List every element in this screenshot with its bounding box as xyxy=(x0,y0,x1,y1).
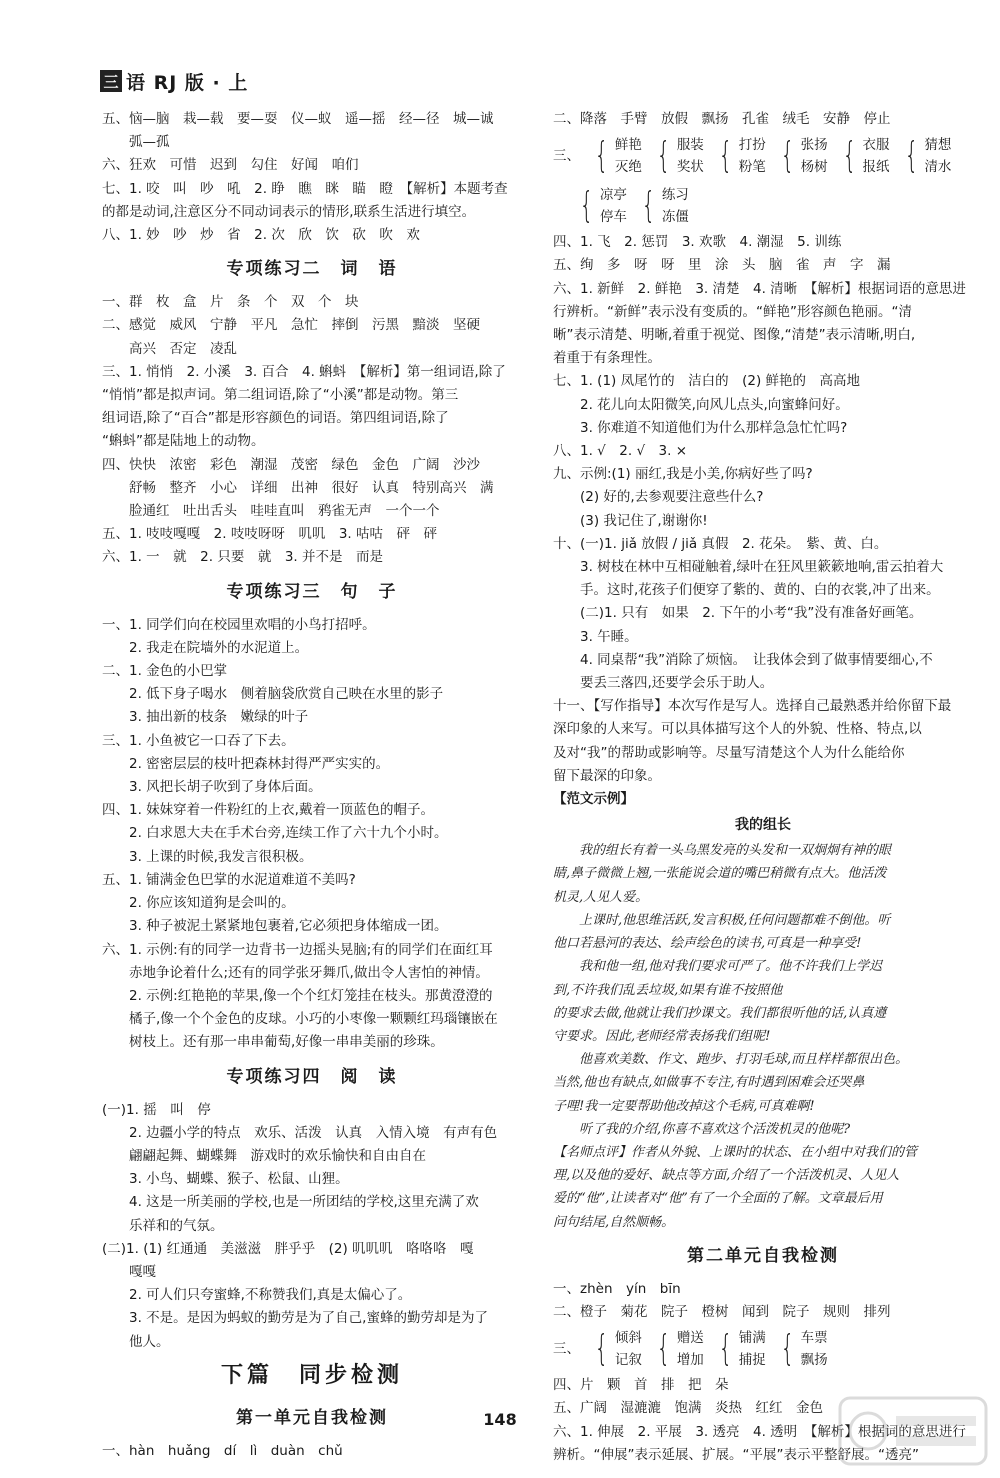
answer-line: 橘子,像一个个金色的皮球。小巧的小枣像一颗颗红玛瑙镶嵌在 xyxy=(102,1011,498,1028)
answer-line: 一、zhèn yín bīn xyxy=(553,1280,681,1297)
answer-line: 翩翩起舞、蝴蝶舞 游戏时的欢乐愉快和自由自在 xyxy=(102,1147,426,1164)
answer-line: 六、1. 新鲜 2. 鲜艳 3. 清楚 4. 清晰 【解析】根据词语的意思进 xyxy=(553,280,966,297)
essay-line: 问句结尾,自然顺畅。 xyxy=(553,1214,675,1230)
word-pair: { 服装 奖状 xyxy=(656,135,704,177)
essay-line: 的要求去做,他就让我们抄课文。我们都很听他的话,认真遵 xyxy=(553,1005,887,1021)
word-pair: { 衣服 报纸 xyxy=(842,135,890,177)
answer-line: 五、恼—脑 栽—载 要—耍 仪—蚁 遥—摇 经—径 城—诚 xyxy=(102,111,494,127)
answer-line: 树枝上。还有那一串串葡萄,好像一串串美丽的珍珠。 xyxy=(102,1034,444,1051)
answer-line: (二)1. 只有 如果 2. 下午的小考“我”没有准备好画笔。 xyxy=(553,605,923,622)
word-pair: { 猜想 清水 xyxy=(904,135,952,177)
answer-line: 的都是动词,注意区分不同动词表示的情形,联系生活进行填空。 xyxy=(102,203,476,220)
answer-line: 他人。 xyxy=(102,1333,170,1350)
answer-line: 四、1. 飞 2. 惩罚 3. 欢歌 4. 潮湿 5. 训练 xyxy=(553,234,842,251)
answer-line: 二、橙子 菊花 院子 橙树 闻到 院子 规则 排列 xyxy=(553,1303,891,1320)
answer-line: 八、1. 妙 吵 炒 省 2. 次 欣 饮 砍 吹 欢 xyxy=(102,227,420,244)
answer-line: 2. 花儿向太阳微笑,向风儿点头,向蜜蜂问好。 xyxy=(553,396,849,413)
essay-line: 理,以及他的爱好、缺点等方面,介绍了一个活泼机灵、人见人 xyxy=(553,1168,900,1184)
essay-line: 他喜欢美数、作文、跑步、打羽毛球,而且样样都很出色。 xyxy=(553,1052,909,1068)
answer-line: (3) 我记住了,谢谢你! xyxy=(553,512,708,529)
answer-line: 3. 抽出新的枝条 嫩绿的叶子 xyxy=(102,709,309,726)
answer-line: “蝌蚪”都是陆地上的动物。 xyxy=(102,433,265,450)
essay-line: 我的组长有着一头乌黑发亮的头发和一双炯炯有神的眼 xyxy=(553,843,892,859)
answer-line: 五、1. 吱吱嘎嘎 2. 吱吱呀呀 叽叽 3. 咕咕 砰 砰 xyxy=(102,526,438,543)
question-number: 三、 xyxy=(553,147,580,164)
answer-line: 一、hàn huǎng dí lì duàn chǔ xyxy=(102,1442,343,1459)
word-pair: { 赠送 增加 xyxy=(656,1328,704,1370)
answer-line: 一、1. 同学们向在校园里欢唱的小鸟打招呼。 xyxy=(102,616,376,633)
answer-line: 3. 种子被泥土紧紧地包裹着,它必须把身体缩成一团。 xyxy=(102,918,448,935)
answer-line: 2. 白求恩大夫在手术台旁,连续工作了六十九个小时。 xyxy=(102,825,448,842)
answer-line: 3. 你难道不知道他们为什么那样急急忙忙吗? xyxy=(553,419,848,436)
brace-answer-row xyxy=(553,1324,973,1374)
word-pair: { 倾斜 记叙 xyxy=(594,1328,642,1370)
answer-line: 六、1. 示例:有的同学一边背书一边摇头晃脑;有的同学们在面红耳 xyxy=(102,941,493,958)
answer-line: 二、降落 手臂 放假 飘扬 孔雀 绒毛 安静 停止 xyxy=(553,111,891,127)
essay-line: 机灵,人见人爱。 xyxy=(553,889,649,905)
answer-line: 3. 午睡。 xyxy=(553,628,638,645)
answer-line: 2. 边疆小学的特点 欢乐、活泼 认真 入情入境 有声有色 xyxy=(102,1124,498,1141)
answer-line: 六、1. 一 就 2. 只要 就 3. 并不是 而是 xyxy=(102,549,384,566)
part-title: 下篇 同步检测 xyxy=(220,1362,403,1388)
answer-line: (二)1. (1) 红通通 美滋滋 胖乎乎 (2) 叽叽叽 咯咯咯 嘎 xyxy=(102,1240,474,1257)
answer-line: 行辨析。“新鲜”表示没有变质的。“鲜艳”形容颜色艳丽。“清 xyxy=(553,303,912,320)
answer-line: 十、(一)1. jiǎ 放假 / jiǎ 真假 2. 花朵。 紫、黄、白。 xyxy=(553,535,888,552)
answer-line: 2. 低下身子喝水 侧着脑袋欣赏自己映在水里的影子 xyxy=(102,686,444,703)
answer-line: 留下最深的印象。 xyxy=(553,767,661,784)
answer-line: 五、1. 铺满金色巴掌的水泥道难道不美吗? xyxy=(102,871,356,888)
answer-line: “悄悄”都是拟声词。第二组词语,除了“小溪”都是动物。第三 xyxy=(102,387,459,404)
essay-line: 到,不许我们乱丢垃圾,如果有谁不按照他 xyxy=(553,982,783,998)
page-header xyxy=(100,66,248,96)
section-title: 专项练习二 词 语 xyxy=(226,259,398,280)
answer-line: 2. 密密层层的枝叶把森林封得严严实实的。 xyxy=(102,755,390,772)
sample-essay-label: 【范文示例】 xyxy=(553,791,634,808)
answer-line: 3. 上课的时候,我发言很积极。 xyxy=(102,848,313,865)
answer-line: 要丢三落四,还要学会乐于助人。 xyxy=(553,675,774,692)
answer-line: 及对“我”的帮助或影响等。尽量写清楚这个人为什么能给你 xyxy=(553,744,905,761)
right-column xyxy=(553,108,973,1467)
answer-line: 七、1. (1) 凤尾竹的 洁白的 (2) 鲜艳的 高高地 xyxy=(553,373,860,390)
sample-essay xyxy=(553,839,973,1233)
essay-line: 睛,鼻子微微上翘,一张能说会道的嘴巴稍微有点大。他活泼 xyxy=(553,866,887,882)
word-pair: { 练习 冻僵 xyxy=(641,185,689,227)
essay-line: 当然,他也有缺点,如做事不专注,有时遇到困难会还哭鼻 xyxy=(553,1075,865,1091)
essay-line: 他口若悬河的表达、绘声绘色的读书,可真是一种享受! xyxy=(553,936,862,952)
answer-line: 3. 不是。是因为蚂蚁的勤劳是为了自己,蜜蜂的勤劳却是为了 xyxy=(102,1310,488,1327)
word-pair: { 打扮 粉笔 xyxy=(718,135,766,177)
answer-line: 舒畅 整齐 小心 详细 出神 很好 认真 特别高兴 满 xyxy=(102,479,494,496)
brace-answer-row xyxy=(553,181,973,231)
essay-line: 听了我的介绍,你喜不喜欢这个活泼机灵的他呢? xyxy=(553,1121,851,1137)
answer-line: 九、示例:(1) 丽红,我是小美,你病好些了吗? xyxy=(553,466,813,483)
answer-line: 2. 可人们只夸蜜蜂,不称赞我们,真是太偏心了。 xyxy=(102,1287,412,1304)
answer-line: 3. 小鸟、蝴蝶、猴子、松鼠、山狸。 xyxy=(102,1171,349,1188)
answer-line: 二、1. 金色的小巴掌 xyxy=(102,663,228,680)
answer-line: 着重于有条理性。 xyxy=(553,350,661,367)
answer-line: 二、感觉 威风 宁静 平凡 急忙 摔倒 污黑 黯淡 坚硬 xyxy=(102,317,480,334)
answer-line: 手。这时,花孩子们便穿了紫的、黄的、白的衣裳,冲了出来。 xyxy=(553,582,940,599)
essay-line: 爱的“他”,让读者对“他”有了一个全面的了解。文章最后用 xyxy=(553,1191,883,1207)
answer-line: 晰”表示清楚、明晰,着重于视觉、图像,“清楚”表示清晰,明白, xyxy=(553,327,916,344)
answer-line: (一)1. 摇 叫 停 xyxy=(102,1101,211,1118)
watermark-stamp-icon xyxy=(838,1396,988,1466)
answer-line: 3. 树枝在林中互相碰触着,绿叶在狂风里簌簌地响,雷云拍着大 xyxy=(553,559,944,576)
section-title: 专项练习三 句 子 xyxy=(226,581,398,602)
essay-line: 上课时,他思维活跃,发言积极,任何问题都难不倒他。听 xyxy=(553,912,891,928)
answer-line: 深印象的人来写。可以具体描写这个人的外貌、性格、特点,以 xyxy=(553,721,922,738)
answer-line: 一、群 枚 盒 片 条 个 双 个 块 xyxy=(102,294,359,311)
section-title: 第一单元自我检测 xyxy=(236,1407,388,1428)
answer-line: 2. 你应该知道狗是会叫的。 xyxy=(102,895,295,912)
essay-line: 【名师点评】作者从外貌、上课时的状态、在小组中对我们的管 xyxy=(553,1144,918,1160)
answer-line: 六、1. 伸展 2. 平展 3. 透亮 4. 透明 【解析】根据词的意思进行 xyxy=(553,1423,966,1440)
page-number: 148 xyxy=(483,1410,517,1429)
word-pair: { 车票 飘扬 xyxy=(780,1328,828,1370)
answer-line: 脸通红 吐出舌头 哇哇直叫 鸦雀无声 一个一个 xyxy=(102,503,440,520)
answer-line: 四、快快 浓密 彩色 潮湿 茂密 绿色 金色 广阔 沙沙 xyxy=(102,456,480,473)
answer-line: 四、片 颗 首 排 把 朵 xyxy=(553,1377,729,1394)
answer-line: 4. 同桌帮“我”消除了烦恼。 让我体会到了做事情要细心,不 xyxy=(553,651,933,668)
answer-line: 五、绚 多 呀 呀 里 涂 头 脑 雀 声 字 漏 xyxy=(553,257,891,274)
answer-line: 弧—孤 xyxy=(102,134,170,151)
answer-line: 高兴 否定 凌乱 xyxy=(102,340,237,357)
left-column xyxy=(102,108,522,1463)
brace-answer-row xyxy=(553,131,973,181)
word-pair: { 凉亭 停车 xyxy=(579,185,627,227)
answer-line: 2. 示例:红艳艳的苹果,像一个个红灯笼挂在枝头。那黄澄澄的 xyxy=(102,987,493,1004)
answer-line: 四、1. 妹妹穿着一件粉红的上衣,戴着一顶蓝色的帽子。 xyxy=(102,802,434,819)
answer-line: 辨析。“伸展”表示延展、扩展。“平展”表示平整舒展。“透亮” xyxy=(553,1446,919,1463)
answer-line: 三、1. 小鱼被它一口吞了下去。 xyxy=(102,732,295,749)
answer-line: 嘎嘎 xyxy=(102,1263,156,1280)
answer-line: (2) 好的,去参观要注意些什么? xyxy=(553,489,764,506)
answer-line: 七、1. 咬 叫 吵 吼 2. 睁 瞧 眯 瞄 瞪 【解析】本题考查 xyxy=(102,180,508,197)
answer-line: 2. 我走在院墙外的水泥道上。 xyxy=(102,639,309,656)
answer-line: 乐祥和的气氛。 xyxy=(102,1217,224,1234)
answer-line: 八、1. √ 2. √ 3. × xyxy=(553,443,688,460)
answer-line: 六、狂欢 可惜 迟到 勾住 好闻 咱们 xyxy=(102,157,359,174)
answer-line: 3. 风把长胡子吹到了身体后面。 xyxy=(102,779,322,796)
word-pair: { 鲜艳 灭绝 xyxy=(594,135,642,177)
section-title: 第二单元自我检测 xyxy=(687,1245,839,1266)
answer-line: 4. 这是一所美丽的学校,也是一所团结的学校,这里充满了欢 xyxy=(102,1194,479,1211)
word-pair: { 铺满 捕捉 xyxy=(718,1328,766,1370)
answer-line: 赤地争论着什么;还有的同学张牙舞爪,做出令人害怕的神情。 xyxy=(102,964,489,981)
section-title: 专项练习四 阅 读 xyxy=(226,1066,398,1087)
essay-title: 我的组长 xyxy=(735,817,791,834)
header-title: 语 RJ 版 · 上 xyxy=(126,71,249,94)
word-pair: { 张扬 杨树 xyxy=(780,135,828,177)
essay-line: 我和他一组,他对我们要求可严了。他不许我们上学迟 xyxy=(553,959,883,975)
essay-line: 守要求。因此,老师经常表扬我们组呢! xyxy=(553,1028,771,1044)
answer-line: 组词语,除了“百合”都是形容颜色的词语。第四组词语,除了 xyxy=(102,410,449,427)
book-logo: 三 xyxy=(100,70,122,92)
answer-line: 三、1. 悄悄 2. 小溪 3. 百合 4. 蝌蚪 【解析】第一组词语,除了 xyxy=(102,363,506,380)
answer-line: 五、广阔 湿漉漉 饱满 炎热 红红 金色 xyxy=(553,1400,823,1417)
question-number: 三、 xyxy=(553,1340,580,1357)
essay-line: 子哩!我一定要帮助他改掉这个毛病,可真难啊! xyxy=(553,1098,815,1114)
answer-line: 十一、【写作指导】本次写作是写人。选择自己最熟悉并给你留下最 xyxy=(553,698,952,715)
